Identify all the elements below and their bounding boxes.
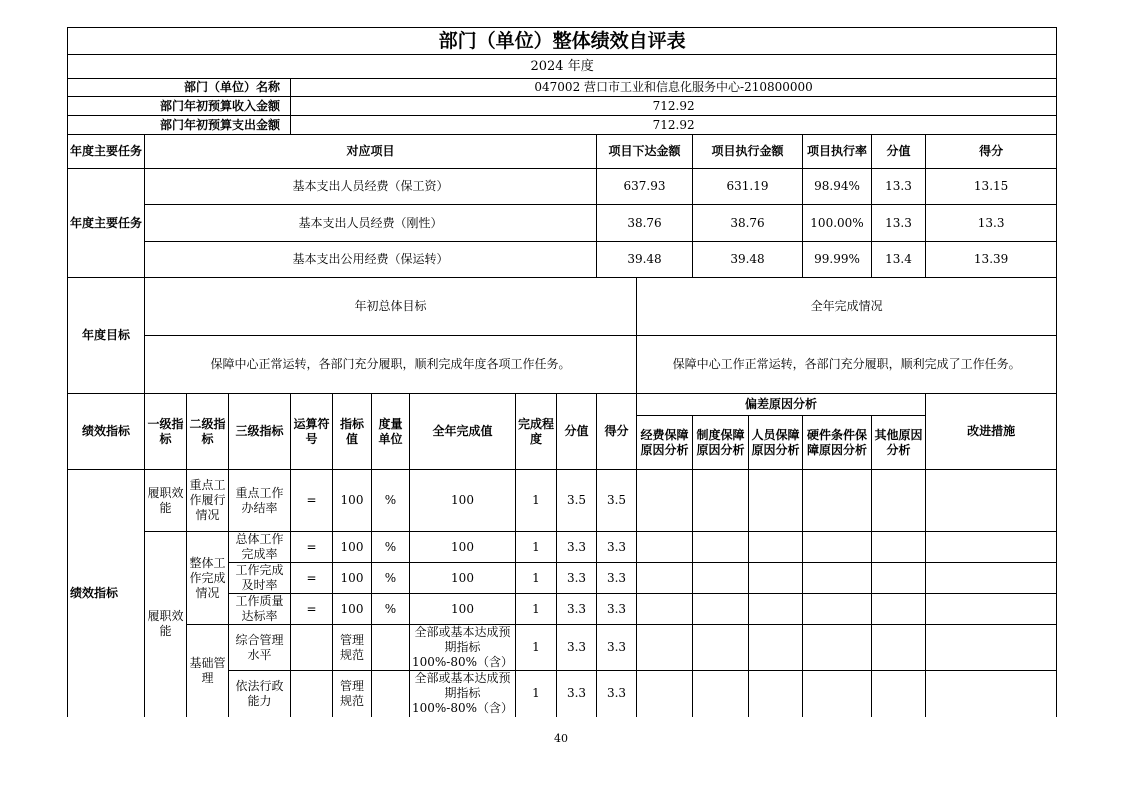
executed-header: 项目执行金额 bbox=[693, 135, 803, 169]
score-cell: 3.3 bbox=[597, 671, 637, 717]
operator-cell: = bbox=[291, 563, 333, 594]
score-value-cell: 3.5 bbox=[557, 470, 597, 532]
task-rate: 100.00% bbox=[803, 205, 872, 242]
allocated-header: 项目下达金额 bbox=[597, 135, 693, 169]
indicator-side-label: 绩效指标 bbox=[68, 470, 145, 717]
task-score: 13.39 bbox=[926, 242, 1057, 278]
operator-cell bbox=[291, 671, 333, 717]
level2-cell: 重点工作履行情况 bbox=[187, 470, 229, 532]
task-row bbox=[68, 242, 1057, 278]
score-value-cell: 3.3 bbox=[557, 671, 597, 717]
level3-cell: 综合管理水平 bbox=[229, 625, 291, 671]
operator-cell: = bbox=[291, 594, 333, 625]
task-executed: 39.48 bbox=[693, 242, 803, 278]
ind-score-value-header: 分值 bbox=[557, 394, 597, 470]
task-item: 基本支出公用经费（保运转） bbox=[145, 242, 597, 278]
task-allocated: 637.93 bbox=[597, 169, 693, 205]
task-row bbox=[68, 169, 1057, 205]
task-item: 基本支出人员经费（刚性） bbox=[145, 205, 597, 242]
score-value-cell: 3.3 bbox=[557, 594, 597, 625]
target-header: 指标值 bbox=[333, 394, 372, 470]
operator-header: 运算符号 bbox=[291, 394, 333, 470]
expense-label: 部门年初预算支出金额 bbox=[68, 116, 291, 135]
initial-goal-header: 年初总体目标 bbox=[145, 278, 637, 336]
completion-header: 完成程度 bbox=[516, 394, 557, 470]
target-cell: 100 bbox=[333, 470, 372, 532]
task-score: 13.3 bbox=[926, 205, 1057, 242]
level3-cell: 重点工作办结率 bbox=[229, 470, 291, 532]
form-title: 部门（单位）整体绩效自评表 bbox=[68, 28, 1057, 55]
target-cell: 管理规范 bbox=[333, 625, 372, 671]
dev-hardware-header: 硬件条件保障原因分析 bbox=[803, 416, 872, 470]
ind-score-header: 得分 bbox=[597, 394, 637, 470]
dev-other-header: 其他原因分析 bbox=[872, 416, 926, 470]
unit-header: 度量单位 bbox=[372, 394, 410, 470]
completion-cell: 1 bbox=[516, 532, 557, 563]
indicator-row bbox=[68, 625, 1057, 671]
level3-cell: 工作质量达标率 bbox=[229, 594, 291, 625]
actual-cell: 100 bbox=[410, 594, 516, 625]
improve-header: 改进措施 bbox=[926, 394, 1057, 470]
level1-cell: 履职效能 bbox=[145, 532, 187, 717]
task-score-value: 13.3 bbox=[872, 205, 926, 242]
income-value: 712.92 bbox=[291, 97, 1057, 116]
task-rate: 99.99% bbox=[803, 242, 872, 278]
completion-header: 全年完成情况 bbox=[637, 278, 1057, 336]
perf-header: 绩效指标 bbox=[68, 394, 145, 470]
dept-name-label: 部门（单位）名称 bbox=[68, 79, 291, 97]
completion-cell: 1 bbox=[516, 671, 557, 717]
target-cell: 100 bbox=[333, 563, 372, 594]
unit-cell: % bbox=[372, 594, 410, 625]
actual-cell: 100 bbox=[410, 470, 516, 532]
completion-text: 保障中心工作正常运转，各部门充分履职，顺利完成了工作任务。 bbox=[637, 336, 1057, 394]
level2-header: 二级指标 bbox=[187, 394, 229, 470]
indicator-row bbox=[68, 532, 1057, 563]
task-row bbox=[68, 205, 1057, 242]
task-executed: 38.76 bbox=[693, 205, 803, 242]
page-number: 40 bbox=[554, 732, 568, 745]
actual-header: 全年完成值 bbox=[410, 394, 516, 470]
unit-cell bbox=[372, 671, 410, 717]
target-cell: 100 bbox=[333, 594, 372, 625]
completion-cell: 1 bbox=[516, 563, 557, 594]
score-cell: 3.3 bbox=[597, 563, 637, 594]
completion-cell: 1 bbox=[516, 470, 557, 532]
target-cell: 100 bbox=[333, 532, 372, 563]
task-rate: 98.94% bbox=[803, 169, 872, 205]
unit-cell bbox=[372, 625, 410, 671]
dev-staff-header: 人员保障原因分析 bbox=[749, 416, 803, 470]
level1-cell: 履职效能 bbox=[145, 470, 187, 532]
level3-header: 三级指标 bbox=[229, 394, 291, 470]
task-score: 13.15 bbox=[926, 169, 1057, 205]
score-cell: 3.3 bbox=[597, 594, 637, 625]
score-value-header: 分值 bbox=[872, 135, 926, 169]
level3-cell: 总体工作完成率 bbox=[229, 532, 291, 563]
score-cell: 3.3 bbox=[597, 625, 637, 671]
dev-system-header: 制度保障原因分析 bbox=[693, 416, 749, 470]
actual-cell: 100 bbox=[410, 563, 516, 594]
item-header: 对应项目 bbox=[145, 135, 597, 169]
score-value-cell: 3.3 bbox=[557, 563, 597, 594]
actual-cell: 100 bbox=[410, 532, 516, 563]
task-item: 基本支出人员经费（保工资） bbox=[145, 169, 597, 205]
level3-cell: 工作完成及时率 bbox=[229, 563, 291, 594]
form-year: 2024 年度 bbox=[68, 55, 1057, 79]
performance-self-evaluation-table bbox=[67, 27, 1057, 717]
level2-cell: 整体工作完成情况 bbox=[187, 532, 229, 625]
target-cell: 管理规范 bbox=[333, 671, 372, 717]
task-header: 年度主要任务 bbox=[68, 135, 145, 169]
score-cell: 3.3 bbox=[597, 532, 637, 563]
rate-header: 项目执行率 bbox=[803, 135, 872, 169]
goals-label: 年度目标 bbox=[68, 278, 145, 394]
actual-cell: 全部或基本达成预期指标 100%-80%（含） bbox=[410, 671, 516, 717]
task-score-value: 13.4 bbox=[872, 242, 926, 278]
completion-cell: 1 bbox=[516, 594, 557, 625]
score-value-cell: 3.3 bbox=[557, 625, 597, 671]
level1-header: 一级指标 bbox=[145, 394, 187, 470]
score-value-cell: 3.3 bbox=[557, 532, 597, 563]
operator-cell bbox=[291, 625, 333, 671]
score-header: 得分 bbox=[926, 135, 1057, 169]
operator-cell: = bbox=[291, 532, 333, 563]
dept-name-value: 047002 营口市工业和信息化服务中心-210800000 bbox=[291, 79, 1057, 97]
deviation-header: 偏差原因分析 bbox=[637, 394, 926, 416]
level3-cell: 依法行政能力 bbox=[229, 671, 291, 717]
indicator-row bbox=[68, 470, 1057, 532]
dev-funding-header: 经费保障原因分析 bbox=[637, 416, 693, 470]
unit-cell: % bbox=[372, 563, 410, 594]
income-label: 部门年初预算收入金额 bbox=[68, 97, 291, 116]
task-side-label: 年度主要任务 bbox=[68, 169, 145, 278]
task-allocated: 39.48 bbox=[597, 242, 693, 278]
unit-cell: % bbox=[372, 532, 410, 563]
actual-cell: 全部或基本达成预期指标 100%-80%（含） bbox=[410, 625, 516, 671]
initial-goal-text: 保障中心正常运转，各部门充分履职，顺利完成年度各项工作任务。 bbox=[145, 336, 637, 394]
task-score-value: 13.3 bbox=[872, 169, 926, 205]
level2-cell: 基础管理 bbox=[187, 625, 229, 717]
unit-cell: % bbox=[372, 470, 410, 532]
expense-value: 712.92 bbox=[291, 116, 1057, 135]
task-executed: 631.19 bbox=[693, 169, 803, 205]
score-cell: 3.5 bbox=[597, 470, 637, 532]
task-allocated: 38.76 bbox=[597, 205, 693, 242]
completion-cell: 1 bbox=[516, 625, 557, 671]
operator-cell: = bbox=[291, 470, 333, 532]
